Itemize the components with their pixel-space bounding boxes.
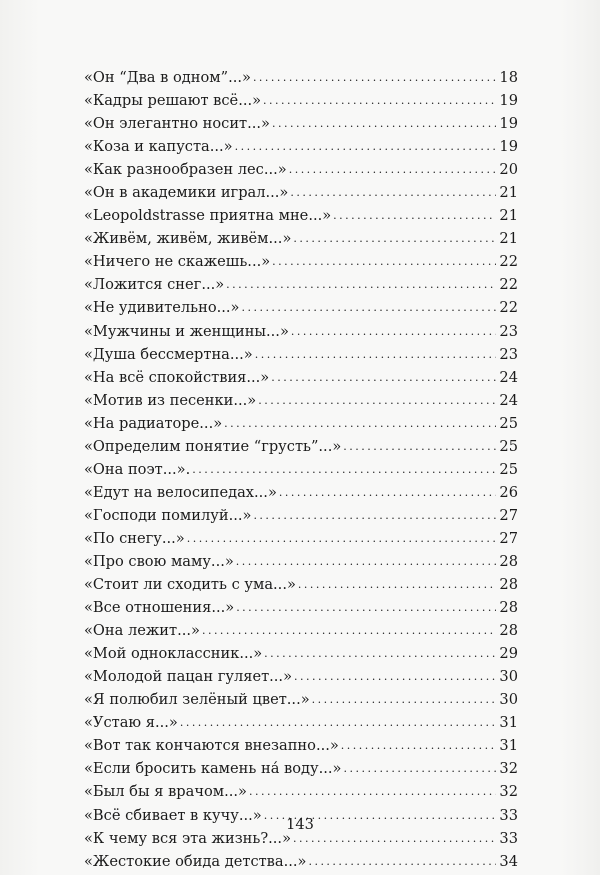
toc-entry — [84, 665, 518, 688]
toc-entry-title: «Господи помилуй...» — [84, 506, 252, 524]
toc-entry-title: «Как разнообразен лес...» — [84, 161, 287, 179]
toc-entry-title: «Ничего не скажешь...» — [84, 253, 271, 271]
toc-entry-page: 27 — [499, 506, 518, 524]
dot-leader — [236, 556, 496, 571]
toc-entry — [84, 642, 518, 665]
toc-entry — [84, 366, 518, 389]
toc-entry-title: «Мой одноклассник...» — [84, 645, 263, 663]
toc-entry-page: 25 — [499, 460, 518, 478]
toc-entry-page: 23 — [499, 345, 518, 363]
toc-entry — [84, 227, 518, 250]
toc-entry-title: «Кадры решают всё...» — [84, 92, 262, 110]
dot-leader — [272, 256, 496, 271]
toc-entry-title: «Едут на велосипедах...» — [84, 483, 277, 501]
toc-entry — [84, 250, 518, 273]
toc-entry-title: «Leopoldstrasse приятна мне...» — [84, 207, 332, 225]
toc-entry-title: «К чему вся эта жизнь?...» — [84, 829, 291, 847]
toc-entry-title: «Был бы я врачом...» — [84, 783, 247, 801]
toc-entry-page: 18 — [499, 69, 518, 86]
dot-leader — [249, 786, 496, 801]
toc-entry-title: «Ложится снег...» — [84, 276, 225, 294]
toc-entry-page: 22 — [499, 276, 518, 294]
toc-entry-page: 28 — [499, 599, 518, 617]
toc-entry — [84, 66, 518, 89]
toc-entry-page: 32 — [499, 760, 518, 778]
toc-entry — [84, 688, 518, 711]
dot-leader — [241, 302, 496, 317]
toc-entry-page: 31 — [499, 714, 518, 732]
toc-entry-title: «Она поэт...». — [84, 460, 191, 478]
dot-leader — [308, 856, 496, 871]
table-of-contents — [84, 66, 518, 873]
toc-entry-page: 34 — [499, 852, 518, 870]
toc-entry — [84, 619, 518, 642]
dot-leader — [293, 233, 496, 248]
toc-entry-page: 25 — [499, 437, 518, 455]
toc-entry — [84, 850, 518, 873]
toc-entry-title: «Живём, живём, живём...» — [84, 230, 292, 248]
toc-entry-page: 33 — [499, 806, 518, 824]
toc-entry-title: «Он “Два в одном”...» — [84, 69, 251, 86]
toc-entry — [84, 112, 518, 135]
toc-entry — [84, 204, 518, 227]
toc-entry — [84, 550, 518, 573]
toc-entry — [84, 435, 518, 458]
dot-leader — [180, 717, 496, 732]
dot-leader — [279, 487, 496, 502]
dot-leader — [290, 187, 496, 202]
dot-leader — [294, 671, 496, 686]
toc-entry-title: «Душа бессмертна...» — [84, 345, 253, 363]
toc-entry-title: «Не удивительно...» — [84, 299, 240, 317]
toc-entry — [84, 734, 518, 757]
toc-entry-page: 24 — [499, 391, 518, 409]
toc-entry — [84, 158, 518, 181]
toc-entry-page: 21 — [499, 184, 518, 202]
dot-leader — [341, 740, 496, 755]
toc-entry — [84, 527, 518, 550]
toc-entry-title: «По снегу...» — [84, 529, 185, 547]
toc-entry-page: 25 — [499, 414, 518, 432]
toc-entry-title: «Вот так кончаются внезапно...» — [84, 737, 339, 755]
toc-entry — [84, 135, 518, 158]
dot-leader — [187, 533, 496, 548]
dot-leader — [293, 833, 496, 848]
toc-entry — [84, 273, 518, 296]
dot-leader — [253, 510, 496, 525]
toc-entry-title: «На всё спокойствия...» — [84, 368, 270, 386]
toc-entry — [84, 458, 518, 481]
dot-leader — [289, 164, 496, 179]
toc-entry-title: «Про свою маму...» — [84, 552, 234, 570]
toc-entry-title: «Мужчины и женщины...» — [84, 322, 289, 340]
toc-entry-title: «Если бросить камень на́ воду...» — [84, 760, 342, 778]
toc-entry — [84, 389, 518, 412]
toc-entry — [84, 481, 518, 504]
toc-entry-title: «Стоит ли сходить с ума...» — [84, 576, 296, 594]
toc-entry — [84, 343, 518, 366]
toc-entry-page: 32 — [499, 783, 518, 801]
toc-entry-page: 19 — [499, 115, 518, 133]
toc-entry-title: «Все отношения...» — [84, 599, 235, 617]
toc-entry-title: «Мотив из песенки...» — [84, 391, 257, 409]
dot-leader — [224, 418, 496, 433]
toc-entry-page: 30 — [499, 668, 518, 686]
dot-leader — [333, 210, 496, 225]
toc-entry-title: «Всё сбивает в кучу...» — [84, 806, 262, 824]
toc-entry-title: «Я полюбил зелёный цвет...» — [84, 691, 310, 709]
toc-entry-page: 27 — [499, 529, 518, 547]
toc-entry-page: 28 — [499, 552, 518, 570]
dot-leader — [298, 579, 496, 594]
toc-entry — [84, 320, 518, 343]
toc-entry — [84, 89, 518, 112]
dot-leader — [236, 602, 496, 617]
dot-leader — [312, 694, 496, 709]
toc-entry-page: 28 — [499, 622, 518, 640]
toc-entry — [84, 780, 518, 803]
toc-entry — [84, 181, 518, 204]
toc-entry — [84, 412, 518, 435]
toc-entry-title: «Она лежит...» — [84, 622, 200, 640]
dot-leader — [192, 464, 496, 479]
toc-entry-page: 29 — [499, 645, 518, 663]
toc-entry-page: 33 — [499, 829, 518, 847]
toc-entry-page: 19 — [499, 92, 518, 110]
toc-entry-page: 26 — [499, 483, 518, 501]
toc-entry — [84, 296, 518, 319]
dot-leader — [271, 372, 496, 387]
dot-leader — [263, 95, 496, 110]
dot-leader — [253, 72, 496, 87]
dot-leader — [272, 118, 496, 133]
dot-leader — [343, 441, 496, 456]
dot-leader — [258, 395, 496, 410]
toc-entry-title: «Устаю я...» — [84, 714, 178, 732]
dot-leader — [291, 326, 496, 341]
toc-entry-page: 23 — [499, 322, 518, 340]
toc-entry-title: «Определим понятие “грусть”...» — [84, 437, 342, 455]
toc-entry-page: 24 — [499, 368, 518, 386]
dot-leader — [343, 763, 496, 778]
toc-entry-title: «Коза и капуста...» — [84, 138, 233, 156]
dot-leader — [255, 349, 496, 364]
toc-entry-title: «Он в академики играл...» — [84, 184, 289, 202]
toc-entry — [84, 573, 518, 596]
toc-entry-title: «На радиаторе...» — [84, 414, 223, 432]
dot-leader — [202, 625, 496, 640]
toc-entry — [84, 504, 518, 527]
toc-entry-page: 20 — [499, 161, 518, 179]
toc-entry-page: 22 — [499, 253, 518, 271]
toc-entry-title: «Жестокие обида детства...» — [84, 852, 307, 870]
toc-entry-page: 28 — [499, 576, 518, 594]
toc-entry — [84, 711, 518, 734]
dot-leader — [235, 141, 496, 156]
toc-entry-page: 30 — [499, 691, 518, 709]
toc-entry — [84, 757, 518, 780]
toc-entry-page: 21 — [499, 207, 518, 225]
toc-entry-page: 22 — [499, 299, 518, 317]
toc-entry-page: 31 — [499, 737, 518, 755]
toc-entry — [84, 596, 518, 619]
toc-entry-title: «Он элегантно носит...» — [84, 115, 270, 133]
toc-entry-title: «Молодой пацан гуляет...» — [84, 668, 292, 686]
dot-leader — [226, 279, 496, 294]
toc-entry-page: 19 — [499, 138, 518, 156]
toc-entry-page: 21 — [499, 230, 518, 248]
dot-leader — [264, 648, 496, 663]
page-number: 143 — [286, 816, 314, 833]
